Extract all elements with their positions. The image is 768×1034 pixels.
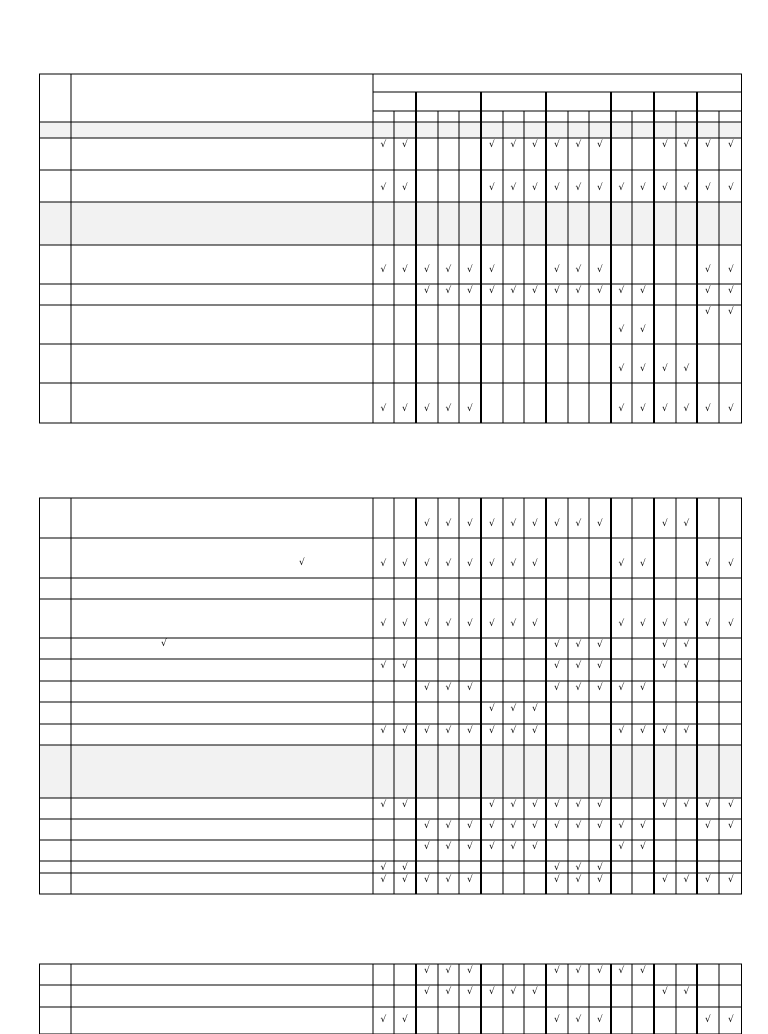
check-mark: √ xyxy=(467,265,473,275)
check-mark: √ xyxy=(575,800,582,810)
check-mark: √ xyxy=(640,842,646,852)
check-mark: √ xyxy=(575,966,582,976)
check-mark: √ xyxy=(510,842,517,852)
check-mark: √ xyxy=(640,364,646,374)
check-mark: √ xyxy=(467,987,473,997)
check-mark: √ xyxy=(597,966,603,976)
check-mark: √ xyxy=(554,140,560,150)
check-mark: √ xyxy=(597,286,603,296)
check-mark: √ xyxy=(640,559,646,569)
check-mark: √ xyxy=(640,183,646,193)
check-mark: √ xyxy=(683,519,690,529)
check-mark: √ xyxy=(424,821,430,831)
check-mark: √ xyxy=(705,800,711,810)
check-mark: √ xyxy=(445,619,452,629)
check-mark: √ xyxy=(662,987,668,997)
check-mark: √ xyxy=(597,640,603,650)
check-mark: √ xyxy=(445,821,452,831)
check-mark: √ xyxy=(445,966,452,976)
description-check-mark: √ xyxy=(299,558,305,568)
check-mark: √ xyxy=(445,265,452,275)
check-mark: √ xyxy=(510,821,517,831)
check-mark: √ xyxy=(510,987,517,997)
table-grid xyxy=(39,74,742,424)
check-mark: √ xyxy=(618,966,625,976)
check-mark: √ xyxy=(640,404,646,414)
check-mark: √ xyxy=(683,183,690,193)
check-mark: √ xyxy=(510,704,517,714)
check-mark: √ xyxy=(554,821,560,831)
check-mark: √ xyxy=(489,619,495,629)
check-mark: √ xyxy=(728,559,734,569)
check-mark: √ xyxy=(575,1015,582,1025)
check-mark: √ xyxy=(662,640,668,650)
check-mark: √ xyxy=(662,519,668,529)
check-mark: √ xyxy=(728,404,734,414)
check-mark: √ xyxy=(683,640,690,650)
check-mark: √ xyxy=(424,683,430,693)
check-mark: √ xyxy=(445,519,452,529)
check-mark: √ xyxy=(683,875,690,885)
check-mark: √ xyxy=(554,875,560,885)
check-mark: √ xyxy=(467,966,473,976)
check-mark: √ xyxy=(705,265,711,275)
check-mark: √ xyxy=(489,286,495,296)
check-mark: √ xyxy=(662,140,668,150)
check-mark: √ xyxy=(532,726,538,736)
check-mark: √ xyxy=(683,404,690,414)
check-mark: √ xyxy=(532,619,538,629)
check-mark: √ xyxy=(728,619,734,629)
check-mark: √ xyxy=(728,800,734,810)
check-mark: √ xyxy=(575,661,582,671)
check-mark: √ xyxy=(640,683,646,693)
check-mark: √ xyxy=(705,821,711,831)
check-mark: √ xyxy=(597,683,603,693)
check-mark: √ xyxy=(705,307,711,317)
check-mark: √ xyxy=(510,286,517,296)
check-mark: √ xyxy=(662,619,668,629)
shaded-section-row xyxy=(40,745,742,798)
check-mark: √ xyxy=(728,183,734,193)
shaded-section-row xyxy=(40,122,742,138)
check-mark: √ xyxy=(380,661,387,671)
check-mark: √ xyxy=(683,987,690,997)
shaded-section-row xyxy=(40,202,742,245)
check-mark: √ xyxy=(424,519,430,529)
check-mark: √ xyxy=(424,875,430,885)
check-mark: √ xyxy=(554,966,560,976)
check-mark: √ xyxy=(728,821,734,831)
check-mark: √ xyxy=(510,519,517,529)
check-mark: √ xyxy=(618,559,625,569)
check-mark: √ xyxy=(640,325,646,335)
check-mark: √ xyxy=(380,800,387,810)
check-mark: √ xyxy=(575,265,582,275)
check-mark: √ xyxy=(424,265,430,275)
check-mark: √ xyxy=(705,619,711,629)
check-mark: √ xyxy=(683,619,690,629)
check-mark: √ xyxy=(554,519,560,529)
check-mark: √ xyxy=(618,726,625,736)
check-mark: √ xyxy=(597,183,603,193)
check-mark: √ xyxy=(424,559,430,569)
check-mark: √ xyxy=(705,559,711,569)
check-mark: √ xyxy=(554,1015,560,1025)
check-mark: √ xyxy=(575,183,582,193)
check-mark: √ xyxy=(424,726,430,736)
check-mark: √ xyxy=(489,559,495,569)
check-mark: √ xyxy=(467,619,473,629)
check-mark: √ xyxy=(402,800,408,810)
check-mark: √ xyxy=(380,875,387,885)
check-mark: √ xyxy=(510,183,517,193)
check-mark: √ xyxy=(597,140,603,150)
check-mark: √ xyxy=(467,821,473,831)
check-mark: √ xyxy=(728,875,734,885)
check-mark: √ xyxy=(489,704,495,714)
check-mark: √ xyxy=(597,519,603,529)
check-mark: √ xyxy=(618,364,625,374)
check-mark: √ xyxy=(424,842,430,852)
check-mark: √ xyxy=(489,183,495,193)
check-mark: √ xyxy=(705,404,711,414)
check-mark: √ xyxy=(489,987,495,997)
check-mark: √ xyxy=(489,140,495,150)
check-mark: √ xyxy=(532,821,538,831)
check-mark: √ xyxy=(683,661,690,671)
description-check-mark: √ xyxy=(161,639,167,649)
check-mark: √ xyxy=(640,966,646,976)
check-mark: √ xyxy=(532,559,538,569)
check-mark: √ xyxy=(597,875,603,885)
check-mark: √ xyxy=(380,1015,387,1025)
check-mark: √ xyxy=(380,140,387,150)
check-mark: √ xyxy=(424,987,430,997)
check-mark: √ xyxy=(467,875,473,885)
check-mark: √ xyxy=(640,821,646,831)
check-mark: √ xyxy=(510,726,517,736)
check-mark: √ xyxy=(532,800,538,810)
check-mark: √ xyxy=(662,661,668,671)
check-mark: √ xyxy=(618,821,625,831)
check-mark: √ xyxy=(445,559,452,569)
check-mark: √ xyxy=(402,875,408,885)
check-mark: √ xyxy=(575,519,582,529)
check-mark: √ xyxy=(618,683,625,693)
check-mark: √ xyxy=(380,726,387,736)
check-mark: √ xyxy=(402,863,408,873)
check-mark: √ xyxy=(597,821,603,831)
check-mark: √ xyxy=(380,265,387,275)
check-mark: √ xyxy=(380,183,387,193)
check-mark: √ xyxy=(380,863,387,873)
check-mark: √ xyxy=(618,325,625,335)
check-mark: √ xyxy=(532,987,538,997)
check-mark: √ xyxy=(554,183,560,193)
check-mark: √ xyxy=(510,559,517,569)
check-mark: √ xyxy=(532,704,538,714)
check-mark: √ xyxy=(532,140,538,150)
check-mark: √ xyxy=(554,800,560,810)
check-mark: √ xyxy=(618,842,625,852)
check-mark: √ xyxy=(575,140,582,150)
check-mark: √ xyxy=(445,286,452,296)
check-mark: √ xyxy=(489,265,495,275)
table-grid xyxy=(39,498,742,895)
check-mark: √ xyxy=(662,364,668,374)
check-mark: √ xyxy=(728,307,734,317)
check-mark: √ xyxy=(402,404,408,414)
check-mark: √ xyxy=(467,404,473,414)
check-mark: √ xyxy=(402,140,408,150)
check-mark: √ xyxy=(640,619,646,629)
check-mark: √ xyxy=(402,726,408,736)
check-mark: √ xyxy=(402,1015,408,1025)
check-mark: √ xyxy=(445,404,452,414)
check-mark: √ xyxy=(705,1015,711,1025)
check-mark: √ xyxy=(618,404,625,414)
check-mark: √ xyxy=(640,286,646,296)
check-mark: √ xyxy=(554,286,560,296)
check-mark: √ xyxy=(445,875,452,885)
check-mark: √ xyxy=(683,364,690,374)
check-mark: √ xyxy=(683,140,690,150)
check-mark: √ xyxy=(554,683,560,693)
requirements-matrix-table-2 xyxy=(39,498,742,895)
check-mark: √ xyxy=(467,286,473,296)
check-mark: √ xyxy=(489,821,495,831)
check-mark: √ xyxy=(554,265,560,275)
check-mark: √ xyxy=(467,559,473,569)
check-mark: √ xyxy=(575,875,582,885)
check-mark: √ xyxy=(424,286,430,296)
check-mark: √ xyxy=(554,863,560,873)
check-mark: √ xyxy=(618,619,625,629)
check-mark: √ xyxy=(728,265,734,275)
check-mark: √ xyxy=(467,519,473,529)
check-mark: √ xyxy=(402,559,408,569)
check-mark: √ xyxy=(380,559,387,569)
check-mark: √ xyxy=(489,519,495,529)
check-mark: √ xyxy=(380,404,387,414)
check-mark: √ xyxy=(532,519,538,529)
check-mark: √ xyxy=(597,800,603,810)
check-mark: √ xyxy=(402,661,408,671)
check-mark: √ xyxy=(532,286,538,296)
check-mark: √ xyxy=(424,619,430,629)
check-mark: √ xyxy=(575,286,582,296)
check-mark: √ xyxy=(662,183,668,193)
check-mark: √ xyxy=(445,987,452,997)
check-mark: √ xyxy=(402,183,408,193)
check-mark: √ xyxy=(597,265,603,275)
check-mark: √ xyxy=(424,404,430,414)
check-mark: √ xyxy=(402,265,408,275)
check-mark: √ xyxy=(467,683,473,693)
check-mark: √ xyxy=(662,726,668,736)
check-mark: √ xyxy=(467,726,473,736)
check-mark: √ xyxy=(597,661,603,671)
check-mark: √ xyxy=(510,800,517,810)
check-mark: √ xyxy=(662,404,668,414)
check-mark: √ xyxy=(683,800,690,810)
check-mark: √ xyxy=(445,726,452,736)
check-mark: √ xyxy=(705,286,711,296)
check-mark: √ xyxy=(705,875,711,885)
check-mark: √ xyxy=(445,683,452,693)
check-mark: √ xyxy=(575,821,582,831)
check-mark: √ xyxy=(510,140,517,150)
check-mark: √ xyxy=(380,619,387,629)
check-mark: √ xyxy=(728,1015,734,1025)
check-mark: √ xyxy=(489,842,495,852)
check-mark: √ xyxy=(618,286,625,296)
check-mark: √ xyxy=(597,1015,603,1025)
check-mark: √ xyxy=(618,183,625,193)
check-mark: √ xyxy=(728,140,734,150)
check-mark: √ xyxy=(683,726,690,736)
check-mark: √ xyxy=(640,726,646,736)
check-mark: √ xyxy=(575,863,582,873)
check-mark: √ xyxy=(554,640,560,650)
check-mark: √ xyxy=(705,140,711,150)
check-mark: √ xyxy=(402,619,408,629)
check-mark: √ xyxy=(662,800,668,810)
check-mark: √ xyxy=(532,183,538,193)
check-mark: √ xyxy=(575,683,582,693)
check-mark: √ xyxy=(575,640,582,650)
check-mark: √ xyxy=(705,183,711,193)
check-mark: √ xyxy=(662,875,668,885)
check-mark: √ xyxy=(728,286,734,296)
requirements-matrix-table-1 xyxy=(39,74,742,424)
check-mark: √ xyxy=(532,842,538,852)
check-mark: √ xyxy=(467,842,473,852)
check-mark: √ xyxy=(424,966,430,976)
check-mark: √ xyxy=(489,726,495,736)
check-mark: √ xyxy=(510,619,517,629)
check-mark: √ xyxy=(489,800,495,810)
check-mark: √ xyxy=(554,661,560,671)
check-mark: √ xyxy=(597,863,603,873)
check-mark: √ xyxy=(445,842,452,852)
